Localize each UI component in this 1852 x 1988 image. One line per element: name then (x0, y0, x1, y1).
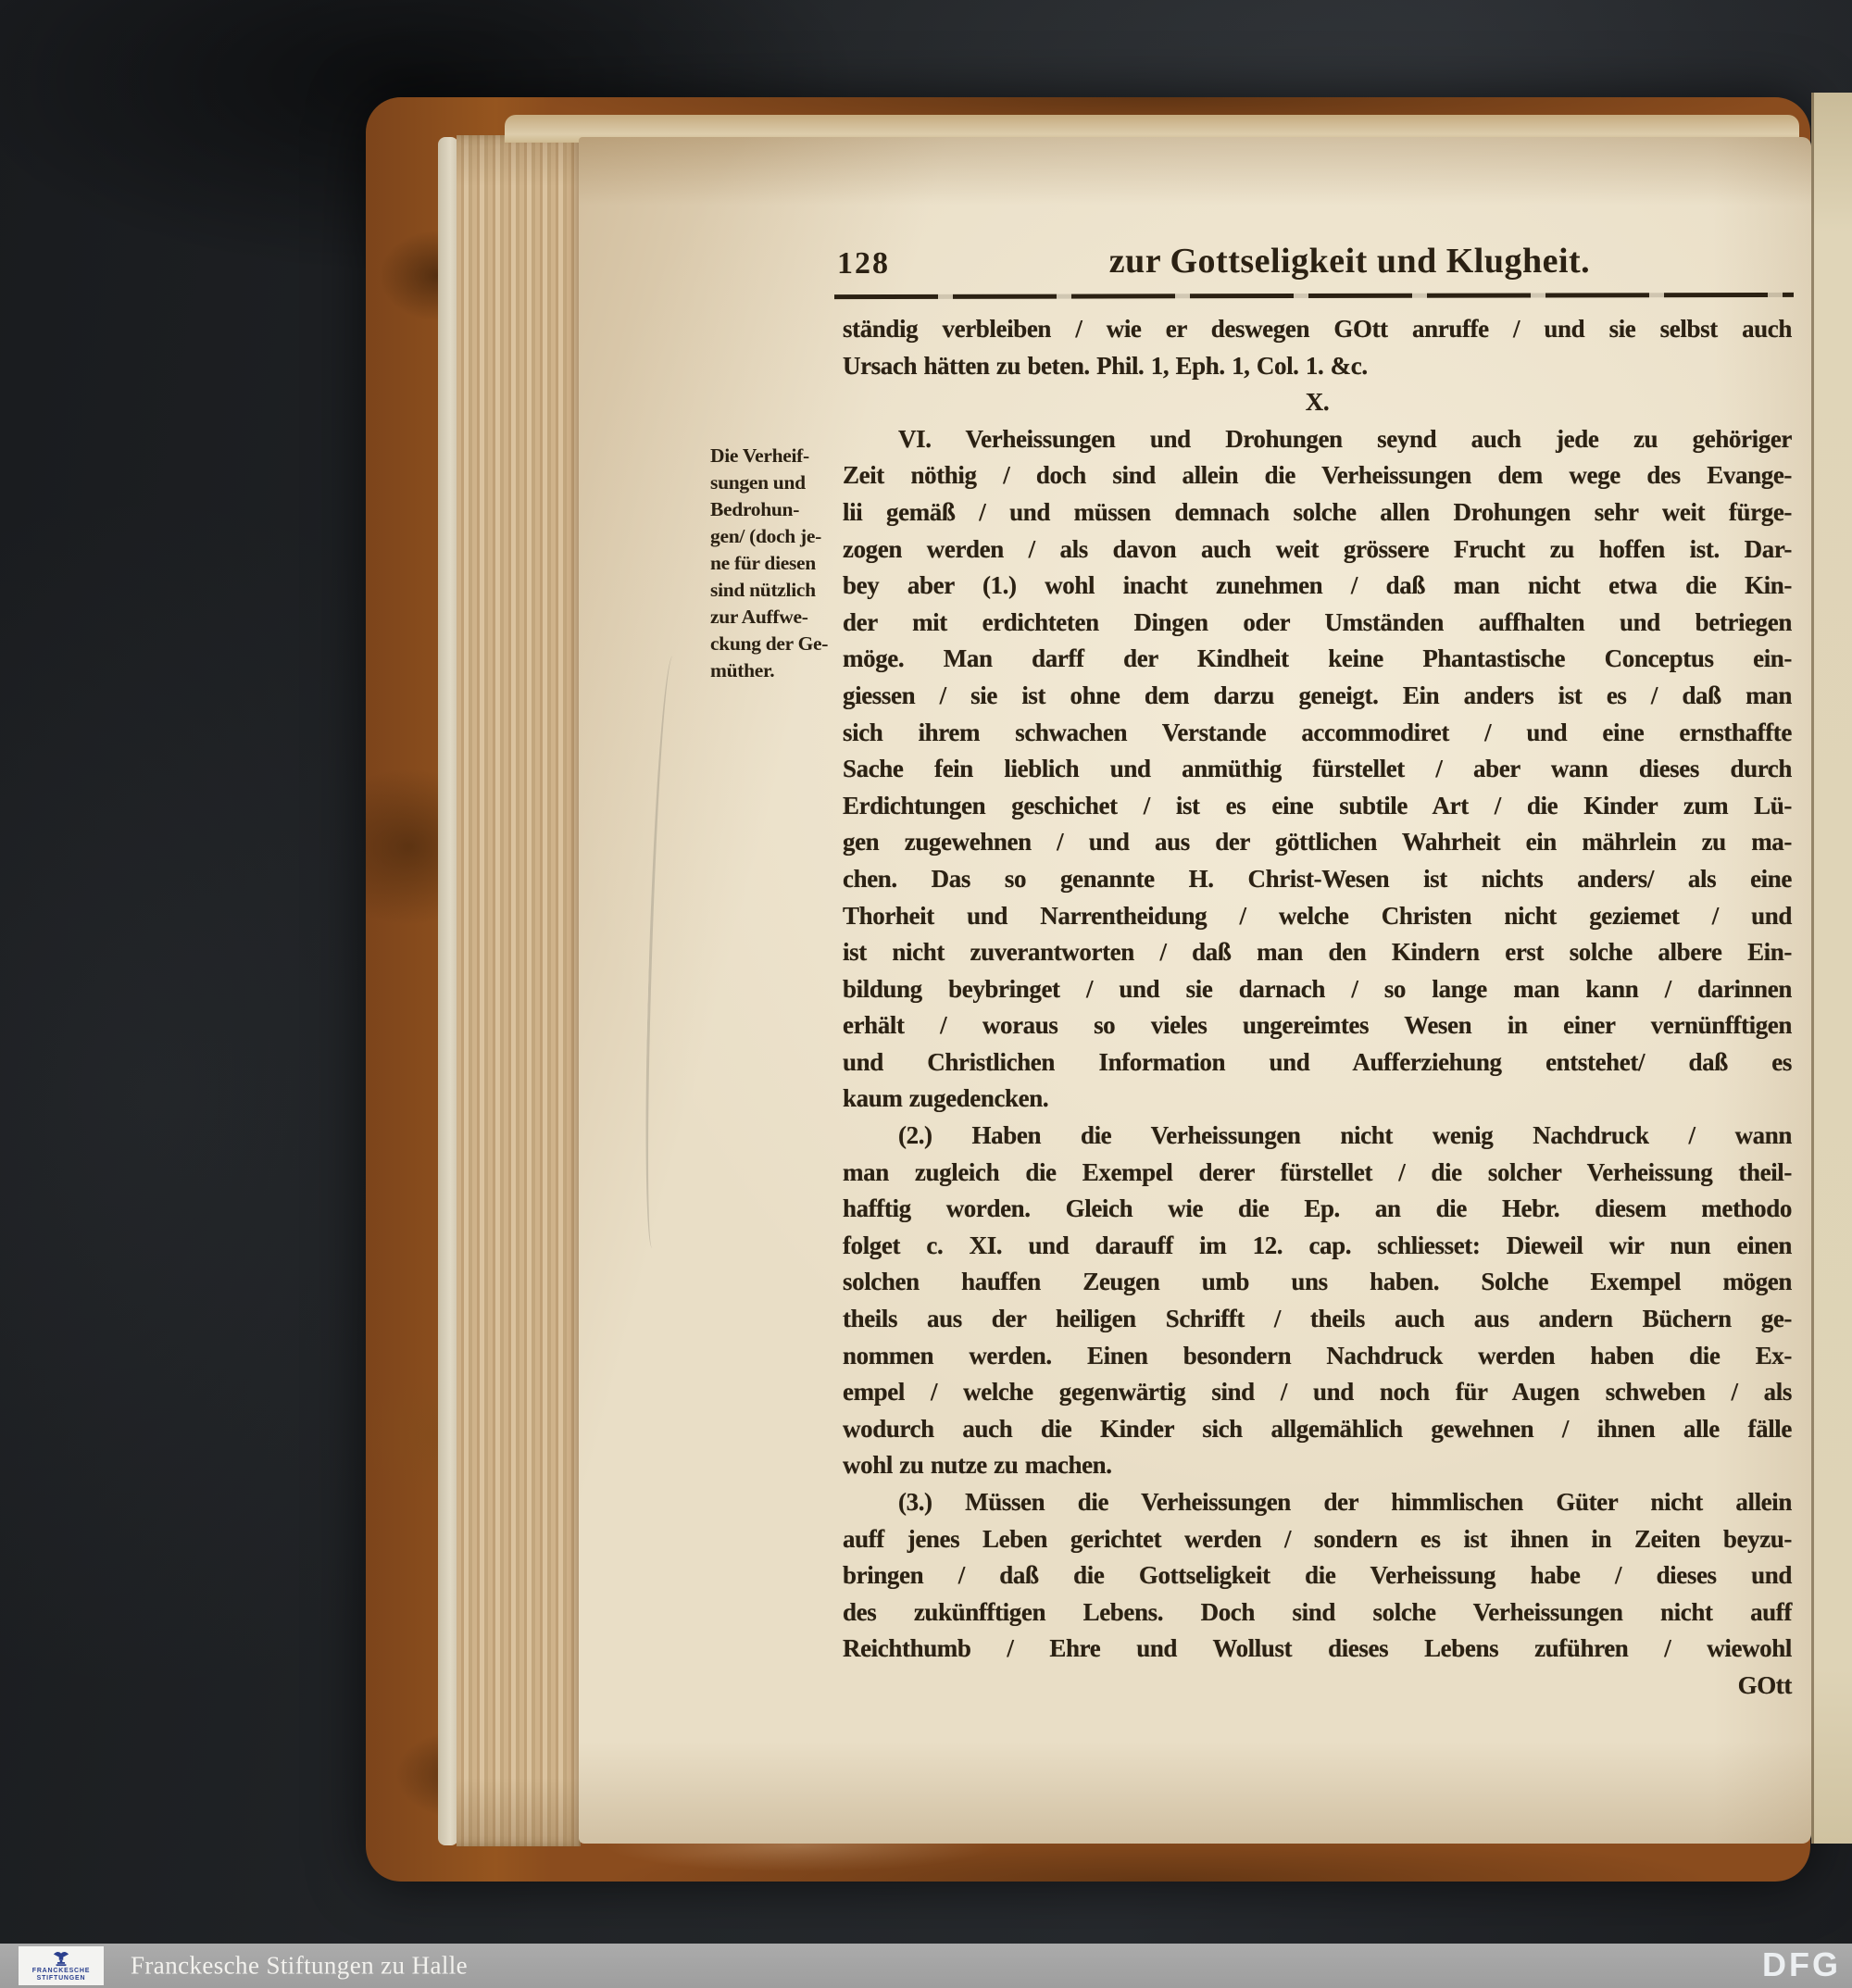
body-text (843, 311, 1792, 1705)
text-line: Sache fein lieblich und anmüthig fürstellet / aber wann dieses durch (843, 755, 1792, 783)
header-rule (834, 293, 1794, 299)
running-head: zur Gottseligkeit und Klugheit. (1108, 242, 1591, 281)
margin-note-line: zur Auffwe- (710, 606, 808, 628)
margin-note-line: sind nützlich (710, 579, 816, 601)
footer-bar (0, 1944, 1852, 1988)
text-line: zogen werden / als davon auch weit grössere Frucht zu hoffen ist. Dar- (843, 534, 1792, 563)
page-stack-fore-edge (457, 135, 581, 1846)
margin-note (710, 443, 855, 684)
text-line: bey aber (1.) wohl inacht zunehmen / daß man nicht etwa die Kin- (843, 571, 1792, 600)
eagle-icon (51, 1950, 71, 1967)
text-line: möge. Man darff der Kindheit keine Phantastische Conceptus ein- (843, 644, 1792, 673)
text-line: (3.) Müssen die Verheissungen der himmlischen Güter nicht allein (898, 1488, 1792, 1516)
text-line: bringen / daß die Gottseligkeit die Verheissung habe / dieses und (843, 1561, 1792, 1590)
text-line: solchen hauffen Zeugen umb uns haben. Solche Exempel mögen (843, 1268, 1792, 1296)
pencil-mark (642, 656, 684, 1249)
text-line: X. (1305, 388, 1330, 417)
text-line: auff jenes Leben gerichtet werden / sondern es ist ihnen in Zeiten beyzu- (843, 1524, 1792, 1553)
text-line: chen. Das so genannte H. Christ-Wesen ist nichts anders/ als eine (843, 864, 1792, 893)
text-line: giessen / sie ist ohne dem darzu geneigt. Ein anders ist es / daß man (843, 681, 1792, 709)
text-line: wohl zu nutze zu machen. (843, 1451, 1112, 1480)
book-page (579, 137, 1811, 1844)
text-line: wodurch auch die Kinder sich allgemählich gewehnen / ihnen alle fälle (843, 1414, 1792, 1443)
text-line: man zugleich die Exempel derer fürstellet / die solcher Verheissung theil- (843, 1157, 1792, 1186)
text-line: theils aus der heiligen Schrifft / theils auch aus andern Büchern ge- (843, 1305, 1792, 1333)
page-edge-sliver (438, 137, 458, 1845)
margin-note-line: ckung der Ge- (710, 632, 829, 655)
text-line: Thorheit und Narrentheidung / welche Christen nicht geziemet / und (843, 901, 1792, 930)
logo-caption-line1: FRANCKESCHE (31, 1967, 91, 1974)
text-line: (2.) Haben die Verheissungen nicht wenig Nachdruck / wann (898, 1121, 1792, 1150)
text-line: Ursach hätten zu beten. Phil. 1, Eph. 1, Col. 1. &c. (843, 351, 1368, 380)
text-line: folget c. XI. und darauff im 12. cap. schliesset: Dieweil wir nun einen (843, 1231, 1792, 1259)
text-line: kaum zugedencken. (843, 1084, 1049, 1113)
margin-note-line: sungen und (710, 471, 806, 494)
margin-note-line: Bedrohun- (710, 498, 800, 520)
text-line: erhält / woraus so vieles ungereimtes Wesen in einer vernünfftigen (843, 1011, 1792, 1040)
text-line: und Christlichen Information und Aufferziehung entstehet/ daß es (843, 1047, 1792, 1076)
text-line: VI. Verheissungen und Drohungen seynd auch jede zu gehöriger (898, 424, 1792, 453)
text-line: hafftig worden. Gleich wie die Ep. an die Hebr. diesem methodo (843, 1194, 1792, 1223)
dfg-logo[interactable]: DFG (1762, 1945, 1841, 1984)
text-line: GOtt (1737, 1670, 1792, 1699)
text-line: gen zugewehnen / und aus der göttlichen Wahrheit ein mährlein zu ma- (843, 828, 1792, 856)
margin-note-line: gen/ (doch je- (710, 525, 822, 547)
text-line: Reichthumb / Ehre und Wollust dieses Lebens zuführen / wiewohl (843, 1634, 1792, 1663)
next-page-edge (1811, 93, 1852, 1844)
text-line: ist nicht zuverantworten / daß man den Kindern erst solche albere Ein- (843, 938, 1792, 967)
text-line: Zeit nöthig / doch sind allein die Verheissungen dem wege des Evange- (843, 461, 1792, 490)
institution-name: Franckesche Stiftungen zu Halle (131, 1951, 469, 1980)
page-header (837, 241, 1792, 287)
text-line: Erdichtungen geschichet / ist es eine subtile Art / die Kinder zum Lü- (843, 791, 1792, 819)
page-number: 128 (837, 246, 890, 281)
franckesche-stiftungen-logo[interactable] (19, 1946, 104, 1985)
margin-note-line: müther. (710, 659, 775, 681)
text-line: sich ihrem schwachen Verstande accommodiret / und eine ernsthaffte (843, 718, 1792, 746)
text-line: bildung beybringet / und sie darnach / so lange man kann / darinnen (843, 974, 1792, 1003)
margin-note-line: Die Verheif- (710, 444, 809, 467)
text-line: lii gemäß / und müssen demnach solche allen Drohungen sehr weit fürge- (843, 497, 1792, 526)
logo-caption-line2: STIFTUNGEN (36, 1974, 86, 1982)
text-line: empel / welche gegenwärtig sind / und noch für Augen schweben / als (843, 1378, 1792, 1407)
text-line: der mit erdichteten Dingen oder Umständen auffhalten und betriegen (843, 607, 1792, 636)
text-line: nommen werden. Einen besondern Nachdruck werden haben die Ex- (843, 1341, 1792, 1369)
text-line: des zukünfftigen Lebens. Doch sind solche Verheissungen nicht auff (843, 1597, 1792, 1626)
text-line: ständig verbleiben / wie er deswegen GOtt anruffe / und sie selbst auch (843, 315, 1792, 343)
margin-note-line: ne für diesen (710, 552, 816, 574)
